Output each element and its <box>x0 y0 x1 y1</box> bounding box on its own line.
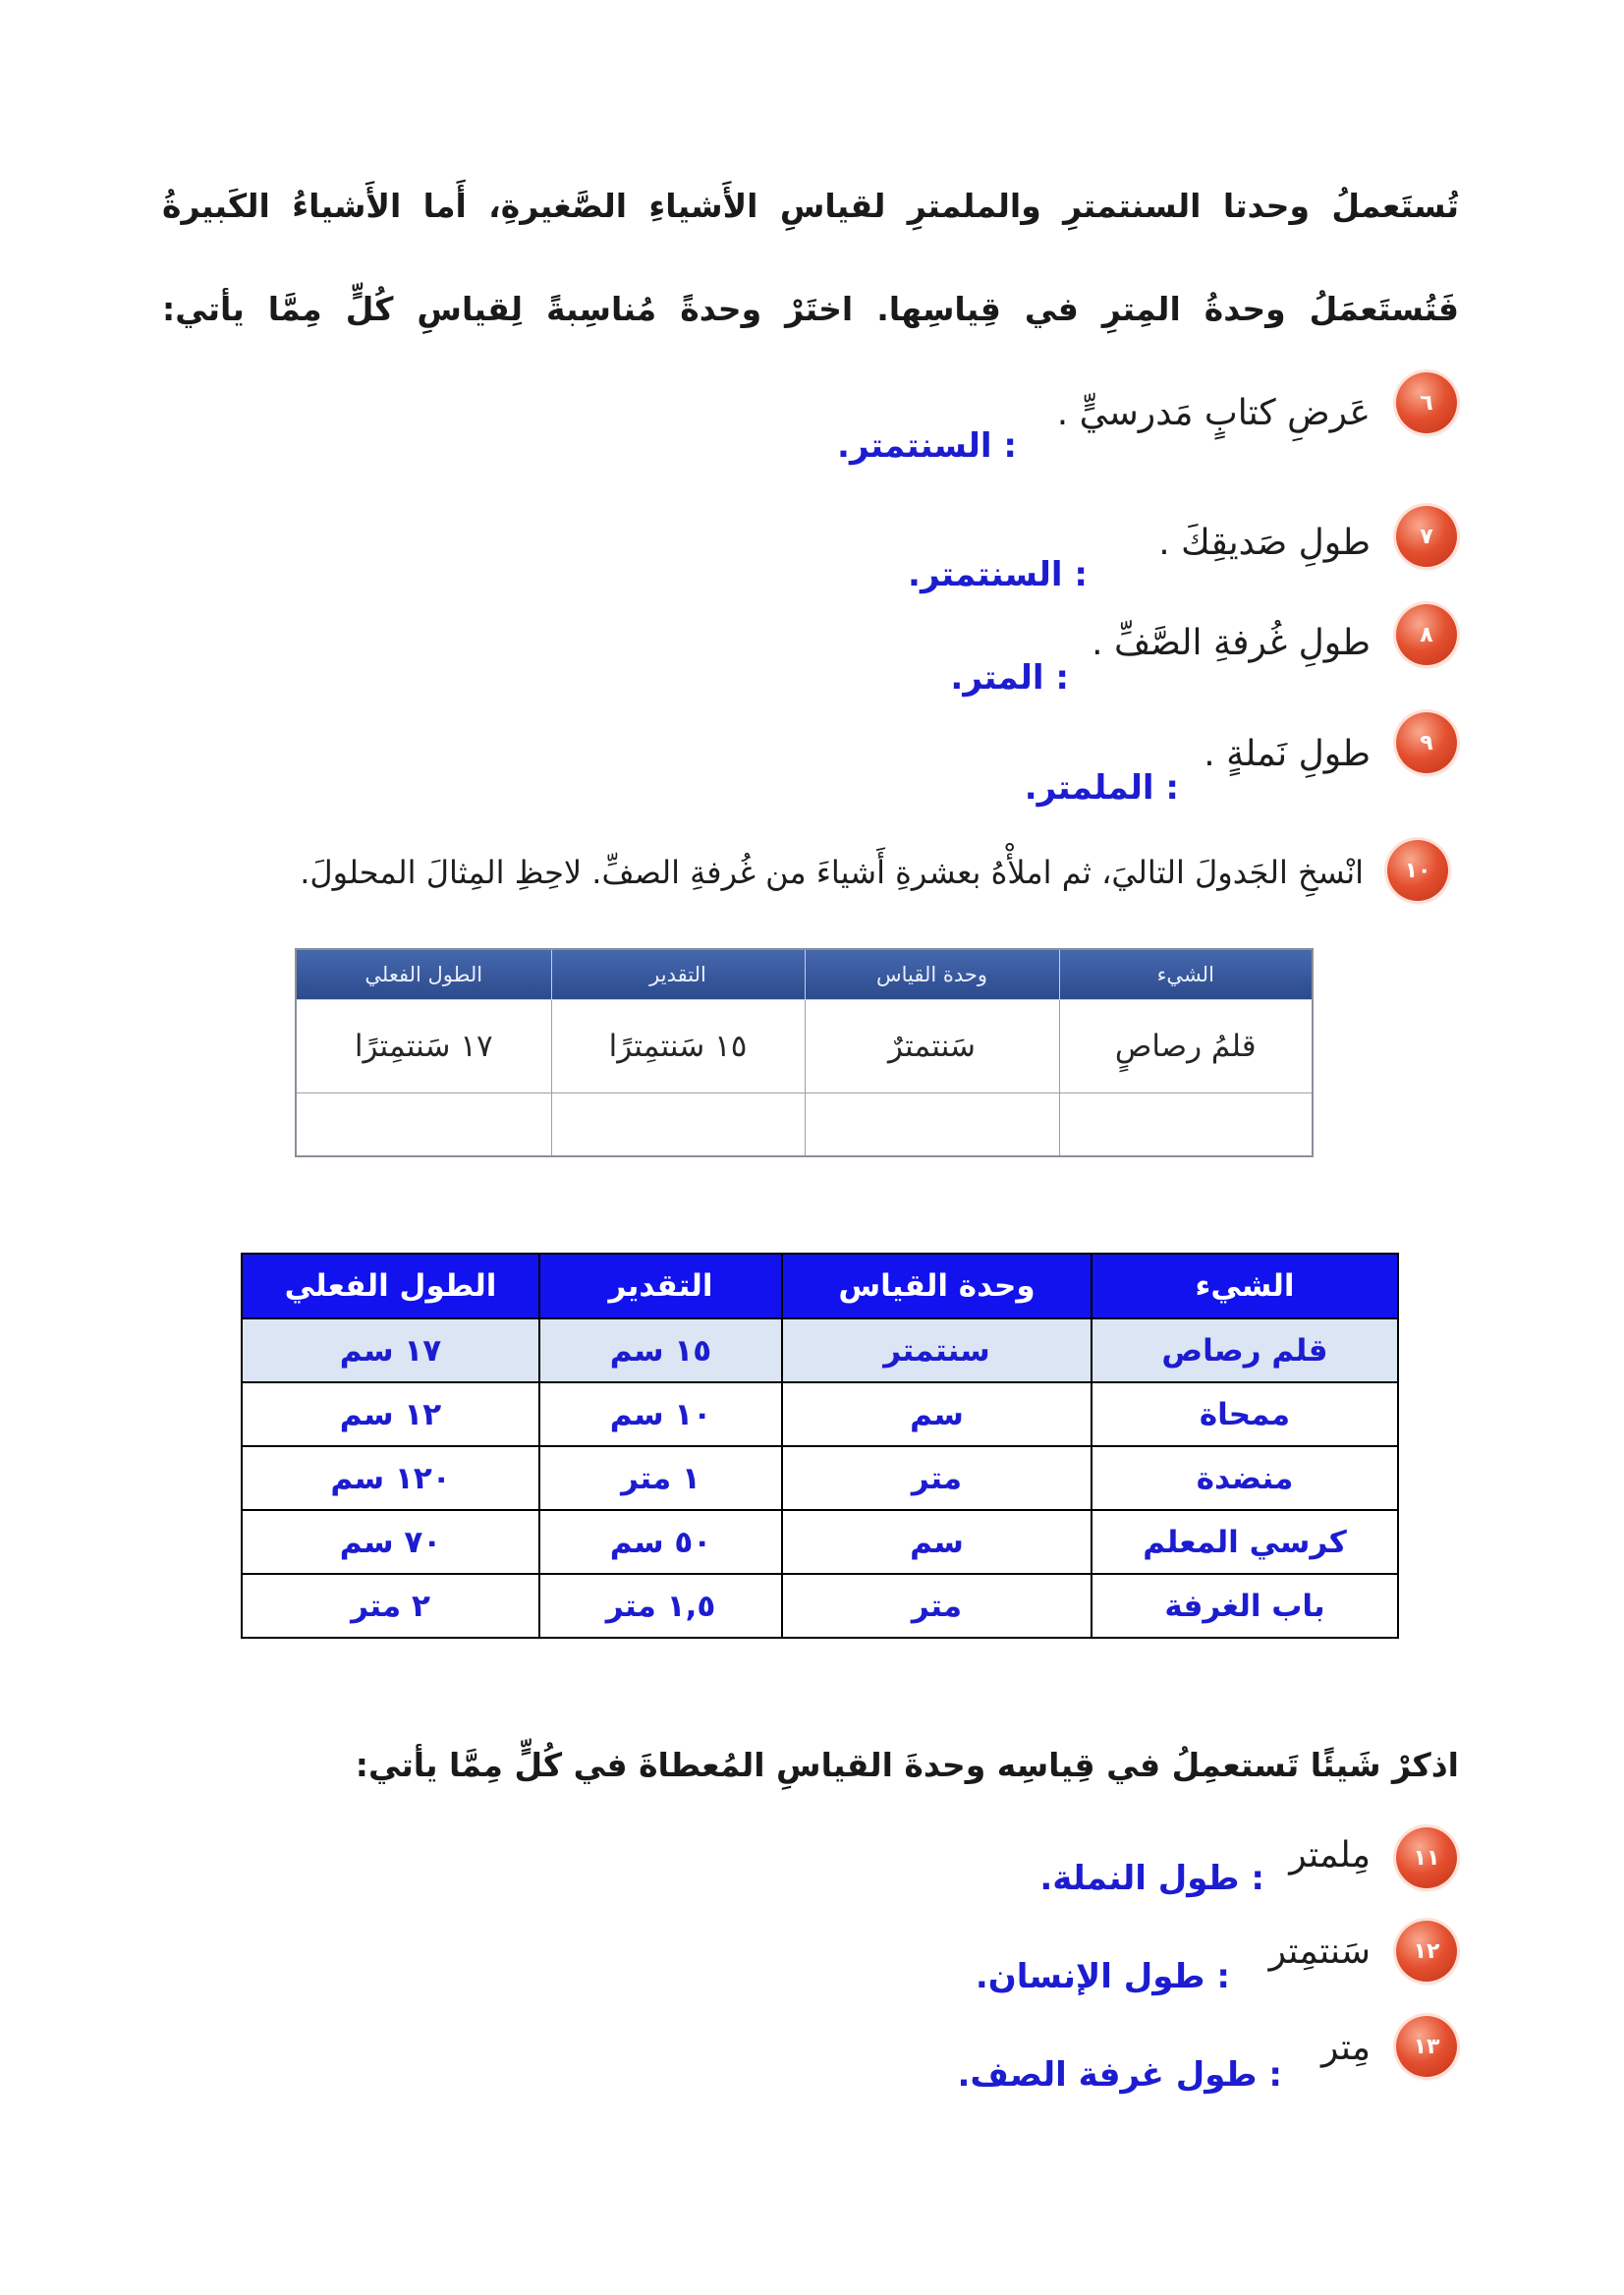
question-number-badge: ٦ <box>1396 372 1457 433</box>
task-number-badge: ١٠ <box>1387 840 1448 901</box>
table-row <box>242 1510 1398 1574</box>
table-cell: كرسي المعلم <box>1092 1510 1398 1574</box>
table-cell: قلمُ رصاصٍ <box>1059 1000 1313 1093</box>
task-instruction: انْسخِ الجَدولَ التاليَ، ثم املأْهُ بعشرةِ أَشياءَ من غُرفةِ الصفِّ. لاحِظِ المِثالَ المحلولَ. <box>300 854 1364 891</box>
column-header: الشيء <box>1059 949 1313 1000</box>
column-header: التقدير <box>539 1254 782 1318</box>
table-cell: متر <box>782 1446 1092 1510</box>
table-cell: سم <box>782 1382 1092 1446</box>
question-number-badge: ٨ <box>1396 604 1457 665</box>
table-cell: سم <box>782 1510 1092 1574</box>
column-header: وحدة القياس <box>782 1254 1092 1318</box>
table-cell <box>1059 1093 1313 1157</box>
item-answer: : طول الإنسان. <box>975 1957 1230 1996</box>
item-number-badge: ١٢ <box>1396 1921 1457 1982</box>
table-row <box>242 1382 1398 1446</box>
question-text: طولِ نَملةٍ . <box>1204 734 1371 774</box>
table-cell: ١٧ سم <box>242 1318 539 1382</box>
table-cell: ٧٠ سم <box>242 1510 539 1574</box>
item-answer: : طول غرفة الصف. <box>957 2055 1282 2095</box>
intro-line-1: تُستَعملُ وحدتا السنتمترِ والملمترِ لقياسِ الأَشياءِ الصَّغيرةِ، أَما الأَشياءُ الكَبيرةُ <box>162 187 1459 225</box>
question-text: طولِ صَديقِكَ . <box>1158 523 1371 563</box>
question-text: عَرضِ كتابٍ مَدرسيٍّ . <box>1056 393 1371 433</box>
question-number-badge: ٧ <box>1396 506 1457 567</box>
question-answer: : السنتمتر. <box>908 555 1088 594</box>
column-header: الطول الفعلي <box>242 1254 539 1318</box>
table-cell: ١ متر <box>539 1446 782 1510</box>
table-row <box>296 1093 1313 1157</box>
part2-instruction: اذكرْ شَيئًا تَستعمِلُ في قِياسِه وحدةَ القياسِ المُعطاةَ في كُلٍّ مِمَّا يأتي: <box>355 1746 1459 1784</box>
table-cell: سنتمتر <box>782 1318 1092 1382</box>
question-answer: : الملمتر. <box>1024 768 1179 808</box>
question-answer: : السنتمتر. <box>837 426 1017 466</box>
unit-label: سَنتمِتر <box>1268 1931 1371 1972</box>
item-number-badge: ١١ <box>1396 1827 1457 1888</box>
column-header: الطول الفعلي <box>296 949 551 1000</box>
table-row <box>242 1318 1398 1382</box>
table-cell: متر <box>782 1574 1092 1638</box>
unit-label: مِلمتر <box>1289 1835 1371 1875</box>
table-cell: ١٢ سم <box>242 1382 539 1446</box>
table-cell: ممحاة <box>1092 1382 1398 1446</box>
table-cell: ٥٠ سم <box>539 1510 782 1574</box>
table-cell <box>296 1093 551 1157</box>
table-cell: منضدة <box>1092 1446 1398 1510</box>
answer-table <box>241 1253 1399 1639</box>
table-cell: باب الغرفة <box>1092 1574 1398 1638</box>
table-cell: ١٥ سَنتمِترًا <box>551 1000 805 1093</box>
table-cell: قلم رصاص <box>1092 1318 1398 1382</box>
example-table <box>295 948 1314 1157</box>
item-answer: : طول النملة. <box>1039 1859 1264 1898</box>
table-cell: ١٥ سم <box>539 1318 782 1382</box>
unit-label: مِتر <box>1320 2028 1371 2068</box>
table-cell: ١٢٠ سم <box>242 1446 539 1510</box>
table-header-row <box>242 1254 1398 1318</box>
table-row <box>296 1000 1313 1093</box>
table-cell: ١٠ سم <box>539 1382 782 1446</box>
table-row <box>242 1574 1398 1638</box>
table-cell <box>551 1093 805 1157</box>
question-answer: : المتر. <box>950 658 1069 698</box>
table-cell: ٢ متر <box>242 1574 539 1638</box>
table-cell <box>805 1093 1059 1157</box>
table-header-row <box>296 949 1313 1000</box>
item-number-badge: ١٣ <box>1396 2016 1457 2077</box>
table-row <box>242 1446 1398 1510</box>
intro-line-2: فَتُستَعمَلُ وحدةُ المِترِ في قِياسِها. اختَرْ وحدةً مُناسِبةً لِقياسِ كُلٍّ مِمَّا يأتي: <box>162 290 1459 328</box>
table-cell: ١,٥ متر <box>539 1574 782 1638</box>
question-text: طولِ غُرفةِ الصَّفِّ . <box>1092 623 1371 663</box>
column-header: الشيء <box>1092 1254 1398 1318</box>
question-number-badge: ٩ <box>1396 712 1457 773</box>
table-cell: ١٧ سَنتمِترًا <box>296 1000 551 1093</box>
table-cell: سَنتمترٌ <box>805 1000 1059 1093</box>
column-header: وحدة القياس <box>805 949 1059 1000</box>
column-header: التقدير <box>551 949 805 1000</box>
